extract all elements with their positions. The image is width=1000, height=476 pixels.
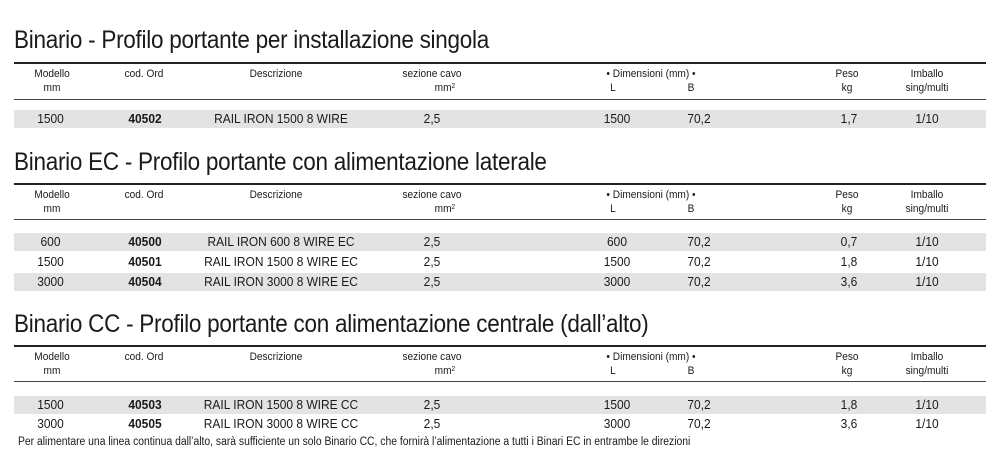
cell-sezione: 2,5 bbox=[423, 274, 441, 289]
cell-descrizione: RAIL IRON 3000 8 WIRE CC bbox=[203, 416, 359, 431]
cell-b: 70,2 bbox=[687, 111, 711, 126]
cell-peso: 0,7 bbox=[840, 234, 858, 249]
header-cod: cod. Ord bbox=[124, 189, 164, 201]
cell-b: 70,2 bbox=[687, 416, 711, 431]
header-sezione: sezione cavo $mm^2$ bbox=[402, 351, 462, 377]
footnote: Per alimentare una linea continua dall’alto, sarà sufficiente un solo Binario CC, che fornirà l’alimentazione a tutti i Binari EC in entrambe le direzioni bbox=[18, 436, 691, 448]
header-dim-l: L bbox=[610, 82, 616, 94]
cell-modello: 1500 bbox=[37, 397, 64, 412]
cell-sezione: 2,5 bbox=[423, 416, 441, 431]
header-cod: cod. Ord bbox=[124, 351, 164, 363]
header-imballo: Imballo sing/multi bbox=[905, 189, 949, 215]
table-row bbox=[14, 253, 986, 271]
header-modello: Modello mm bbox=[34, 351, 70, 377]
section-title: Binario CC - Profilo portante con alimentazione centrale (dall’alto) bbox=[14, 310, 649, 338]
cell-sezione: 2,5 bbox=[423, 111, 441, 126]
header-dim-b: B bbox=[687, 203, 695, 215]
cell-imballo: 1/10 bbox=[915, 416, 939, 431]
cell-cod: 40504 bbox=[128, 274, 162, 289]
header-descrizione: Descrizione bbox=[249, 68, 303, 80]
header-dim-b: B bbox=[687, 82, 695, 94]
cell-l: 1500 bbox=[603, 111, 631, 126]
header-separator bbox=[14, 381, 986, 382]
cell-peso: 1,7 bbox=[840, 111, 858, 126]
cell-peso: 1,8 bbox=[840, 397, 858, 412]
cell-cod: 40502 bbox=[128, 111, 162, 126]
cell-cod: 40505 bbox=[128, 416, 162, 431]
cell-l: 3000 bbox=[603, 416, 631, 431]
cell-imballo: 1/10 bbox=[915, 274, 939, 289]
section-rule bbox=[14, 345, 986, 347]
section-title: Binario - Profilo portante per installazione singola bbox=[14, 26, 489, 54]
cell-modello: 600 bbox=[40, 234, 61, 249]
header-separator bbox=[14, 99, 986, 100]
section-rule bbox=[14, 62, 986, 64]
header-dimensioni: • Dimensioni (mm) • bbox=[606, 351, 696, 363]
cell-imballo: 1/10 bbox=[915, 397, 939, 412]
header-peso: Peso kg bbox=[835, 68, 859, 94]
cell-descrizione: RAIL IRON 1500 8 WIRE bbox=[214, 111, 348, 126]
header-peso: Peso kg bbox=[835, 351, 859, 377]
cell-peso: 1,8 bbox=[840, 254, 858, 269]
header-imballo: Imballo sing/multi bbox=[905, 351, 949, 377]
cell-imballo: 1/10 bbox=[915, 254, 939, 269]
cell-l: 1500 bbox=[603, 254, 631, 269]
header-sezione: sezione cavo $mm^2$ bbox=[402, 68, 462, 94]
header-descrizione: Descrizione bbox=[249, 189, 303, 201]
cell-b: 70,2 bbox=[687, 234, 711, 249]
table-row bbox=[14, 110, 986, 128]
cell-descrizione: RAIL IRON 1500 8 WIRE CC bbox=[203, 397, 359, 412]
table-row bbox=[14, 233, 986, 251]
header-sezione: sezione cavo $mm^2$ bbox=[402, 189, 462, 215]
cell-modello: 1500 bbox=[37, 111, 64, 126]
cell-l: 3000 bbox=[603, 274, 631, 289]
cell-b: 70,2 bbox=[687, 274, 711, 289]
cell-sezione: 2,5 bbox=[423, 397, 441, 412]
table-row bbox=[14, 273, 986, 291]
cell-l: 1500 bbox=[603, 397, 631, 412]
header-separator bbox=[14, 219, 986, 220]
header-descrizione: Descrizione bbox=[249, 351, 303, 363]
header-modello: Modello mm bbox=[34, 189, 70, 215]
header-cod: cod. Ord bbox=[124, 68, 164, 80]
header-imballo: Imballo sing/multi bbox=[905, 68, 949, 94]
cell-descrizione: RAIL IRON 600 8 WIRE EC bbox=[207, 234, 355, 249]
table-row bbox=[14, 415, 986, 433]
cell-descrizione: RAIL IRON 3000 8 WIRE EC bbox=[204, 274, 358, 289]
cell-modello: 3000 bbox=[37, 416, 64, 431]
cell-modello: 1500 bbox=[37, 254, 64, 269]
header-dim-l: L bbox=[610, 203, 616, 215]
section-rule bbox=[14, 183, 986, 185]
cell-peso: 3,6 bbox=[840, 416, 858, 431]
table-row bbox=[14, 396, 986, 414]
cell-peso: 3,6 bbox=[840, 274, 858, 289]
cell-modello: 3000 bbox=[37, 274, 64, 289]
header-dim-b: B bbox=[687, 365, 695, 377]
section-title: Binario EC - Profilo portante con alimentazione laterale bbox=[14, 148, 547, 176]
cell-imballo: 1/10 bbox=[915, 111, 939, 126]
cell-cod: 40500 bbox=[128, 234, 162, 249]
header-dim-l: L bbox=[610, 365, 616, 377]
cell-descrizione: RAIL IRON 1500 8 WIRE EC bbox=[204, 254, 358, 269]
header-dimensioni: • Dimensioni (mm) • bbox=[606, 189, 696, 201]
header-peso: Peso kg bbox=[835, 189, 859, 215]
cell-b: 70,2 bbox=[687, 397, 711, 412]
cell-imballo: 1/10 bbox=[915, 234, 939, 249]
header-dimensioni: • Dimensioni (mm) • bbox=[606, 68, 696, 80]
cell-l: 600 bbox=[607, 234, 627, 249]
cell-sezione: 2,5 bbox=[423, 254, 441, 269]
cell-b: 70,2 bbox=[687, 254, 711, 269]
cell-cod: 40501 bbox=[128, 254, 162, 269]
header-modello: Modello mm bbox=[34, 68, 70, 94]
cell-sezione: 2,5 bbox=[423, 234, 441, 249]
cell-cod: 40503 bbox=[128, 397, 162, 412]
